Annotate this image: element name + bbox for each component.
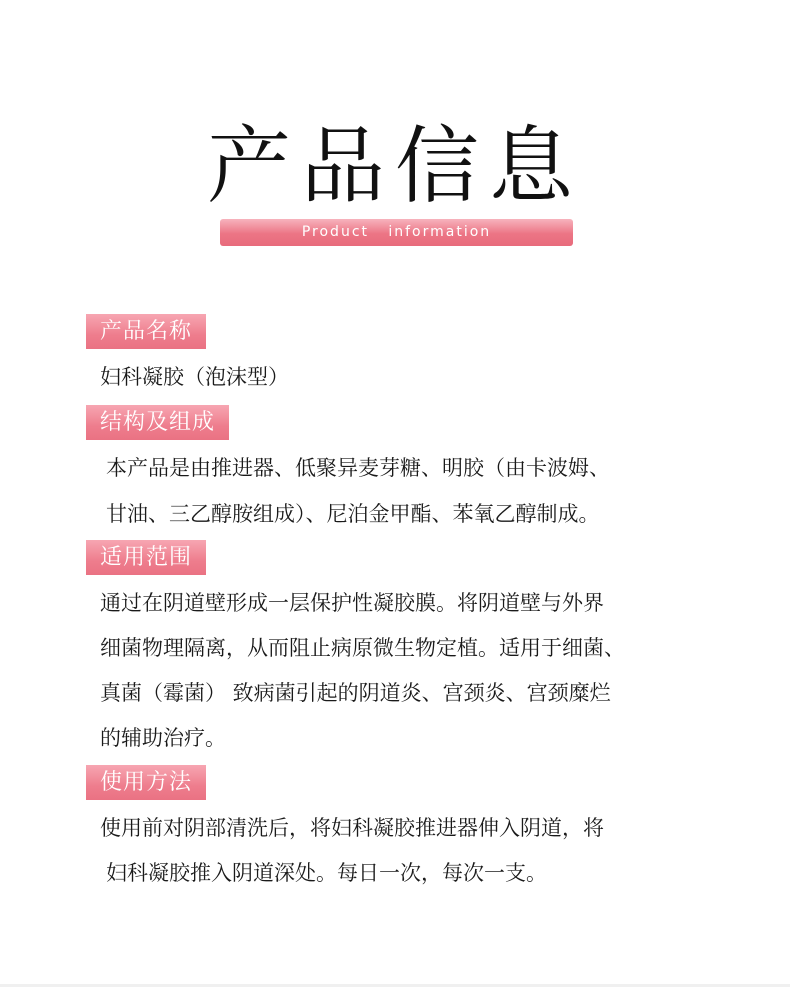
section-label-composition: 结构及组成 xyxy=(86,405,229,440)
section-text-line: 妇科凝胶（泡沫型） xyxy=(100,365,289,389)
section-text-line: 妇科凝胶推入阴道深处。每日一次，每次一支。 xyxy=(106,861,547,885)
section-label-usage: 使用方法 xyxy=(86,765,206,800)
section-label-product-name: 产品名称 xyxy=(86,314,206,349)
section-label-scope: 适用范围 xyxy=(86,540,206,575)
page-title: 产品信息 xyxy=(206,117,583,215)
section-text-line: 真菌（霉菌） 致病菌引起的阴道炎、宫颈炎、宫颈糜烂 xyxy=(100,681,611,705)
section-text-line: 的辅助治疗。 xyxy=(100,726,226,750)
section-text-line: 甘油、三乙醇胺组成）、尼泊金甲酯、苯氧乙醇制成。 xyxy=(106,502,600,526)
section-text-line: 细菌物理隔离，从而阻止病原微生物定植。适用于细菌、 xyxy=(100,636,625,660)
section-text-line: 通过在阴道壁形成一层保护性凝胶膜。将阴道壁与外界 xyxy=(100,591,604,615)
subtitle-banner: Product information xyxy=(220,219,573,246)
section-text-line: 使用前对阴部清洗后，将妇科凝胶推进器伸入阴道，将 xyxy=(100,816,604,840)
section-text-line: 本产品是由推进器、低聚异麦芽糖、明胶（由卡波姆、 xyxy=(106,456,610,480)
